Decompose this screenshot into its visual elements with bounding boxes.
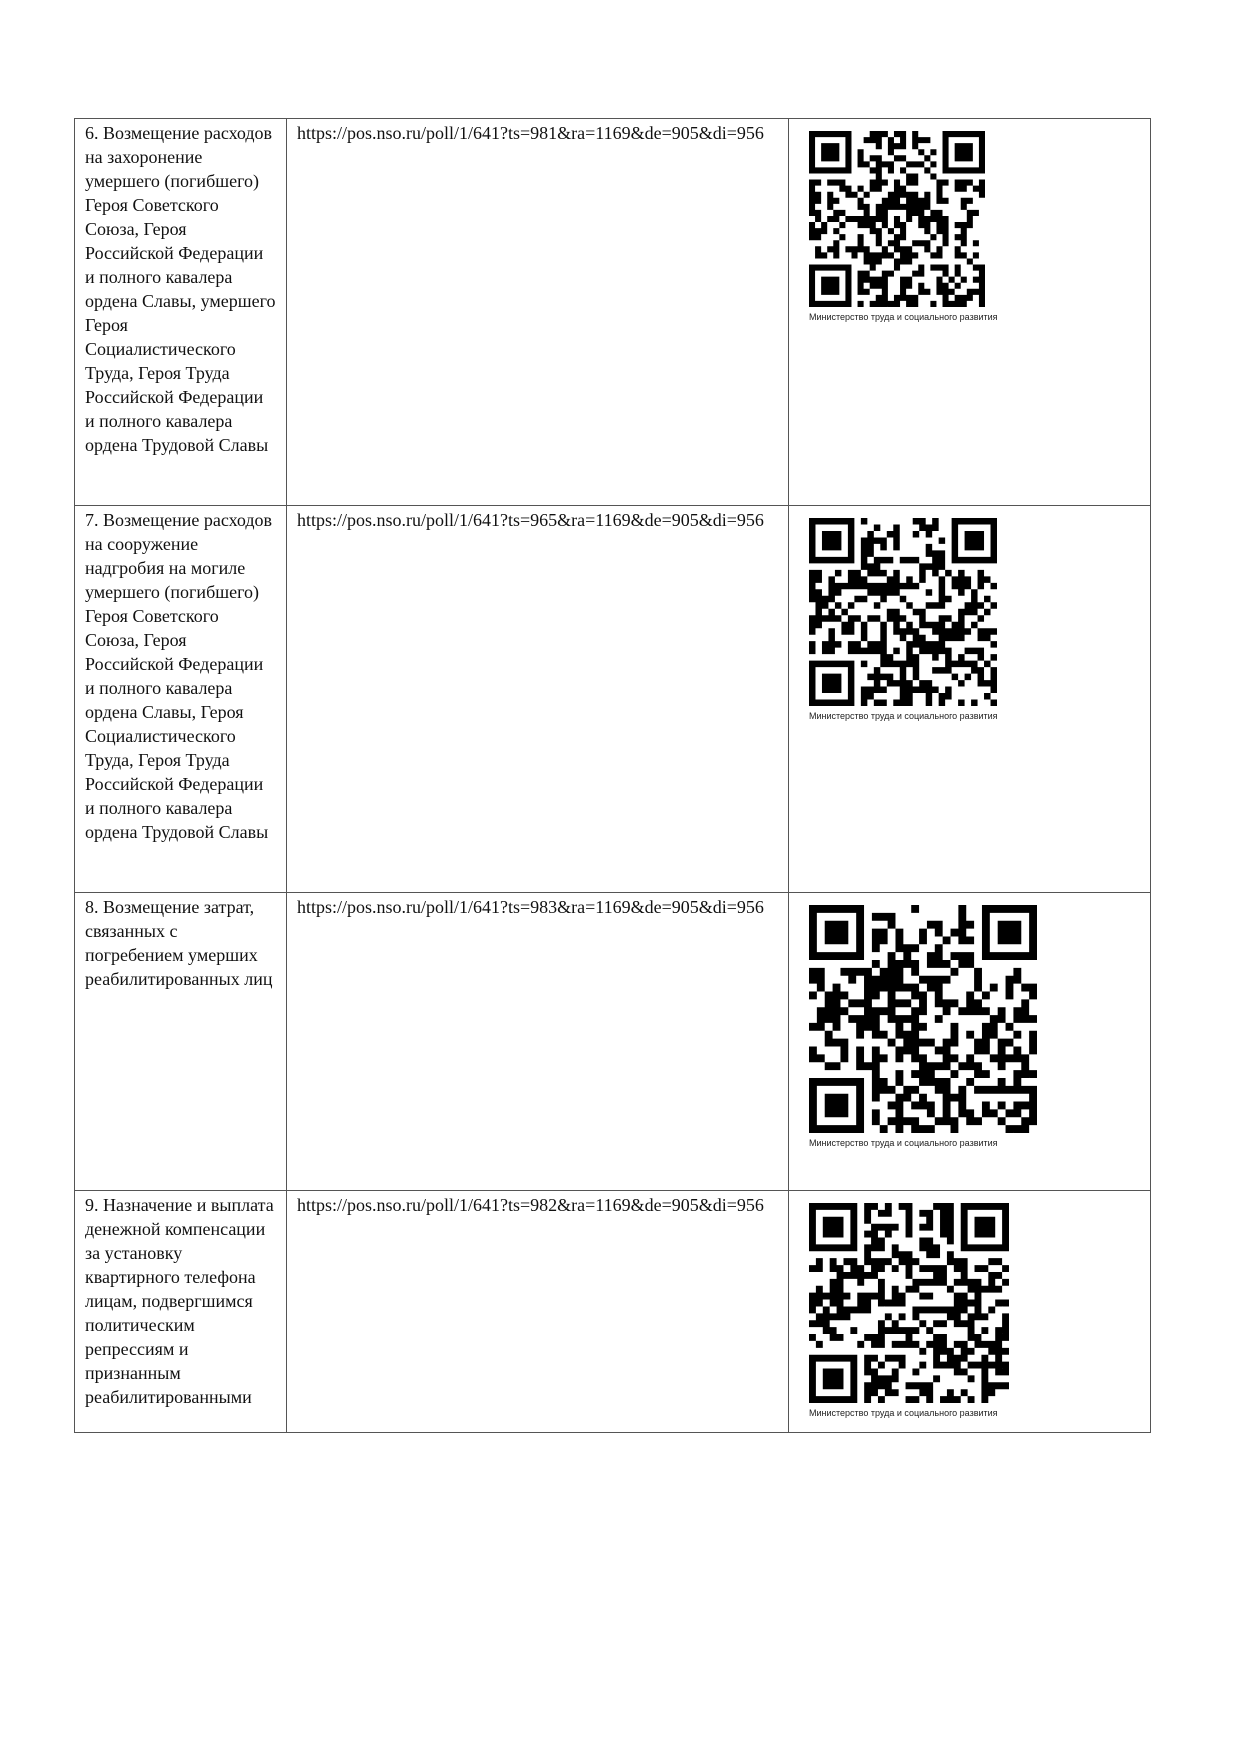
url-cell <box>287 1191 789 1433</box>
qr-caption: Министерство труда и социального развития <box>809 1408 998 1418</box>
table-row <box>75 1191 1151 1433</box>
service-name: 7. Возмещение расходов на сооружение надгробия на могиле умершего (погибшего) Героя Советского Союза, Героя Российской Федерации и полного кавалера ордена Славы, Героя Социалистического Труда, Героя Труда Российской Федерации и полного кавалера ордена Трудовой Славы <box>85 510 273 842</box>
qr-cell <box>789 893 1151 1191</box>
url-cell <box>287 119 789 506</box>
poll-url[interactable]: https://pos.nso.ru/poll/1/641?ts=982&ra=1169&de=905&di=956 <box>297 1195 764 1215</box>
poll-url[interactable]: https://pos.nso.ru/poll/1/641?ts=983&ra=1169&de=905&di=956 <box>297 897 764 917</box>
table-row <box>75 119 1151 506</box>
service-name: 8. Возмещение затрат, связанных с погребением умерших реабилитированных лиц <box>85 897 273 989</box>
qr-code-icon <box>809 905 1037 1133</box>
poll-url[interactable]: https://pos.nso.ru/poll/1/641?ts=965&ra=1169&de=905&di=956 <box>297 510 764 530</box>
service-name-cell <box>75 119 287 506</box>
qr-code-icon <box>809 131 985 307</box>
table-row <box>75 893 1151 1191</box>
qr-code-icon <box>809 1203 1009 1403</box>
services-table <box>74 118 1151 1433</box>
qr-cell <box>789 506 1151 893</box>
service-name: 9. Назначение и выплата денежной компенсации за установку квартирного телефона лицам, подвергшимся политическим репрессиям и признанным реабилитированными <box>85 1195 274 1407</box>
url-cell <box>287 893 789 1191</box>
url-cell <box>287 506 789 893</box>
service-name: 6. Возмещение расходов на захоронение умершего (погибшего) Героя Советского Союза, Героя Российской Федерации и полного кавалера ордена Славы, умершего Героя Социалистического Труда, Героя Труда Российской Федерации и полного кавалера ордена Трудовой Славы <box>85 123 276 455</box>
qr-caption: Министерство труда и социального развития <box>809 711 998 721</box>
service-name-cell <box>75 893 287 1191</box>
qr-caption: Министерство труда и социального развития <box>809 312 998 322</box>
qr-caption: Министерство труда и социального развития <box>809 1138 998 1148</box>
qr-code-icon <box>809 518 997 706</box>
service-name-cell <box>75 1191 287 1433</box>
poll-url[interactable]: https://pos.nso.ru/poll/1/641?ts=981&ra=1169&de=905&di=956 <box>297 123 764 143</box>
table-row <box>75 506 1151 893</box>
service-name-cell <box>75 506 287 893</box>
qr-cell <box>789 119 1151 506</box>
qr-cell <box>789 1191 1151 1433</box>
